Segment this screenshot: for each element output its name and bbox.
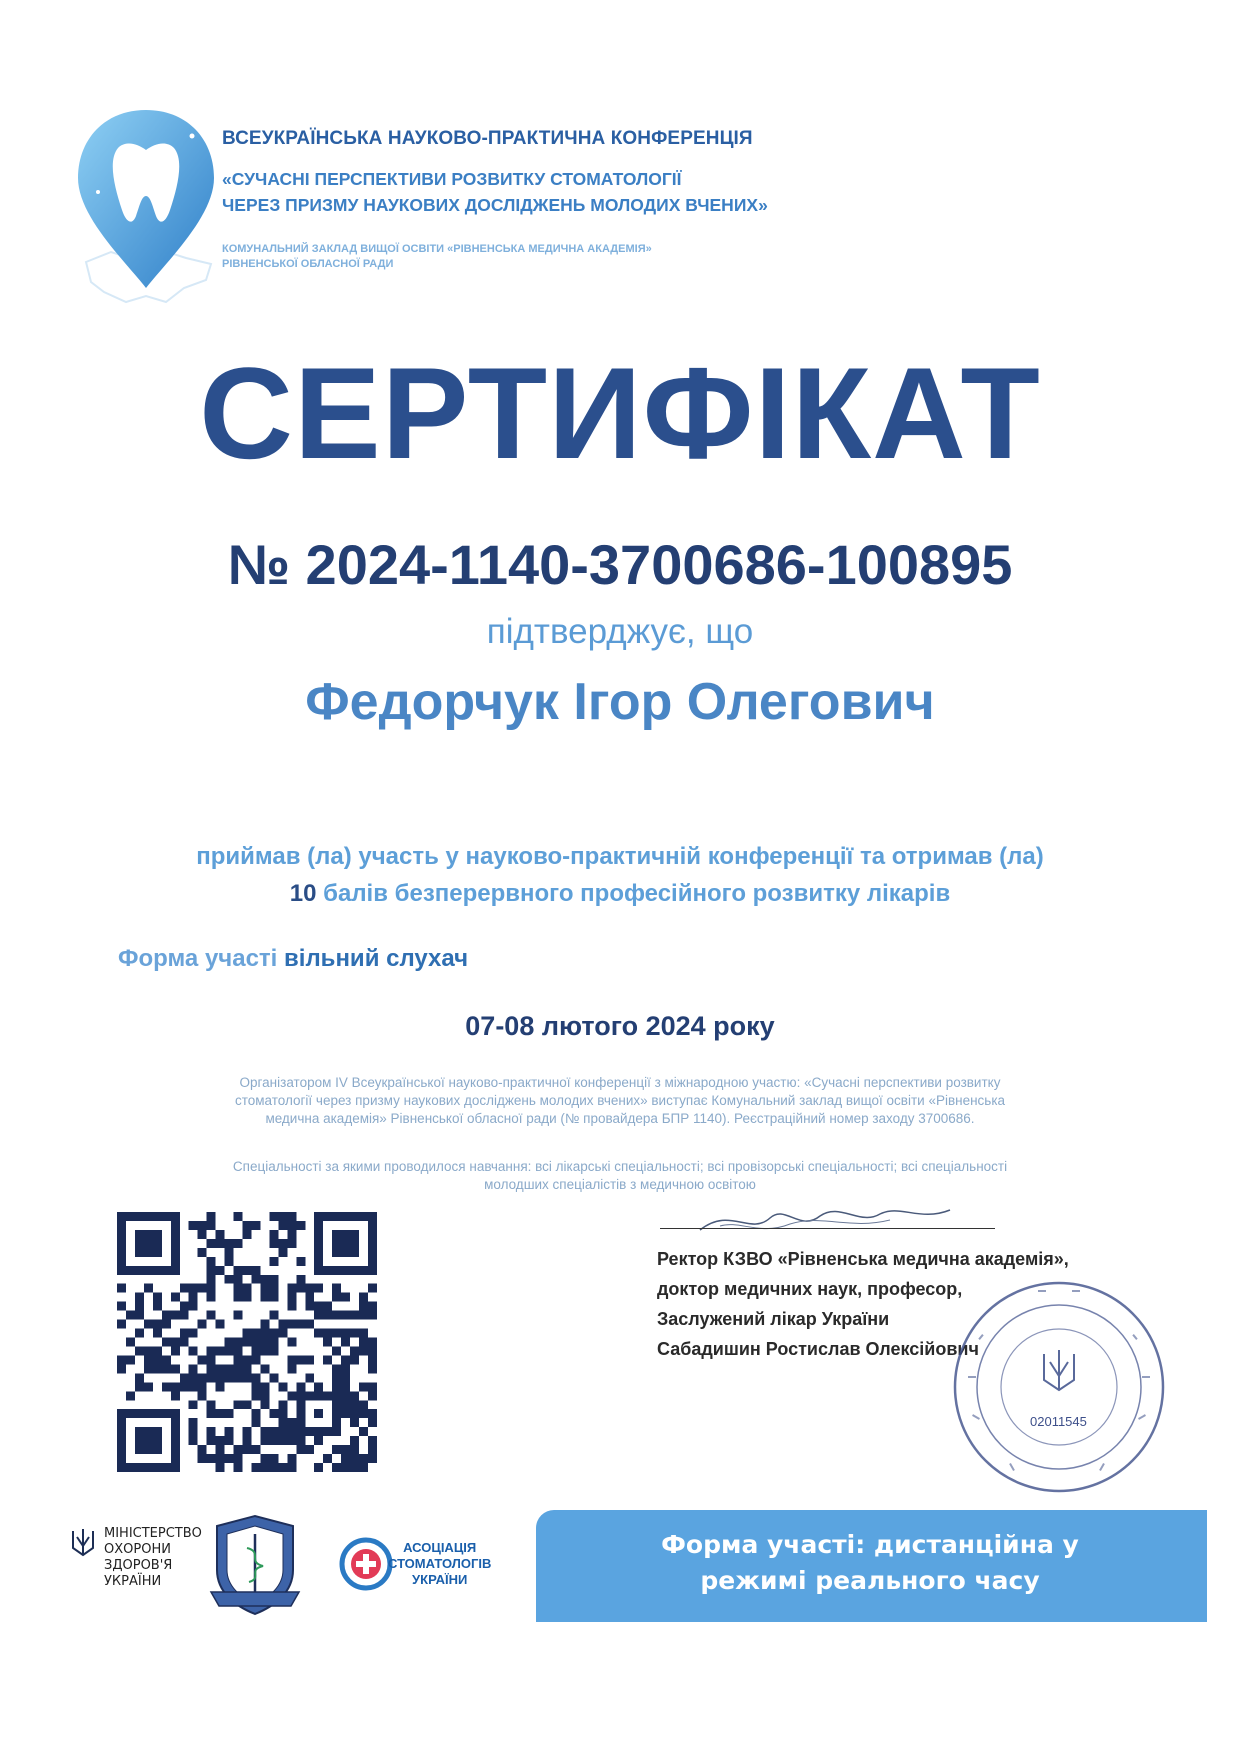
stamp-code: 02011545 (1030, 1414, 1087, 1429)
conference-title-line1: «СУЧАСНІ ПЕРСПЕКТИВИ РОЗВИТКУ СТОМАТОЛОГІЇ (222, 169, 682, 189)
assoc-line3: УКРАЇНИ (412, 1572, 468, 1587)
association-text (388, 1540, 491, 1588)
participation-form-label: Форма участі (118, 945, 278, 972)
organizer-header (222, 242, 652, 272)
points-value: 10 (289, 880, 317, 907)
conference-title-line2: ЧЕРЕЗ ПРИЗМУ НАУКОВИХ ДОСЛІДЖЕНЬ МОЛОДИХ ВЧЕНИХ» (222, 195, 768, 215)
organizer-note-line1: Організатором IV Всеукраїнської науково-практичної конференції з міжнародною участю: «Сучасні перспективи розвитку (239, 1075, 1001, 1090)
official-stamp (948, 1276, 1170, 1498)
assoc-line1: АСОЦІАЦІЯ (403, 1540, 477, 1555)
specialties-note (150, 1158, 1090, 1194)
rector-line1: Ректор КЗВО «Рівненська медична академія», (657, 1249, 1069, 1269)
event-date: 07-08 лютого 2024 року (465, 1011, 775, 1041)
participation-form (118, 945, 468, 973)
points-text (0, 880, 1240, 908)
rector-line3: Заслужений лікар України (657, 1309, 890, 1329)
moz-logo-text (104, 1526, 202, 1590)
tooth-pin-logo (66, 92, 226, 332)
certificate-title: СЕРТИФІКАТ (199, 340, 1041, 486)
rector-line4: Сабадишин Ростислав Олексійович (657, 1339, 979, 1359)
organizer-header-line1: КОМУНАЛЬНИЙ ЗАКЛАД ВИЩОЇ ОСВІТИ «РІВНЕНСЬКА МЕДИЧНА АКАДЕМІЯ» (222, 243, 652, 255)
signature (690, 1196, 960, 1246)
banner-line2: режимі реального часу (700, 1566, 1040, 1595)
organizer-note-line2: стоматології через призму наукових досліджень молодих вчених» виступає Комунальний заклад вищої освіти «Рівненська (234, 1093, 1006, 1108)
specialties-note-line1: Спеціальності за якими проводилося навчання: всі лікарські спеціальності; всі провізорські спеціальності; всі спеціальності (232, 1159, 1008, 1174)
participation-text: приймав (ла) участь у науково-практичній конференції та отримав (ла) (196, 843, 1044, 870)
moz-line3: ЗДОРОВ'Я (104, 1558, 173, 1573)
confirms-text: підтверджує, що (486, 612, 754, 651)
academy-crest (205, 1508, 305, 1618)
qr-code[interactable] (117, 1212, 377, 1472)
participation-banner-text (560, 1527, 1180, 1599)
assoc-line2: СТОМАТОЛОГІВ (388, 1556, 492, 1571)
organizer-note-line3: медична академія» Рівненської обласної ради (№ провайдера БПР 1140). Реєстраційний номер заходу 3700686. (265, 1111, 975, 1126)
participation-form-value: вільний слухач (284, 945, 469, 972)
recipient-name: Федорчук Ігор Олегович (305, 673, 935, 731)
organizer-note (150, 1074, 1090, 1128)
moz-line2: ОХОРОНИ (104, 1542, 171, 1557)
signature-line (660, 1228, 995, 1229)
specialties-note-line2: молодших спеціалістів з медичною освітою (484, 1177, 756, 1192)
points-description: балів безперервного професійного розвитку лікарів (323, 880, 951, 907)
certificate-number: № 2024-1140-3700686-100895 (227, 533, 1013, 596)
moz-line4: УКРАЇНИ (104, 1574, 162, 1589)
moz-line1: МІНІСТЕРСТВО (104, 1526, 202, 1541)
conference-title (222, 166, 768, 218)
banner-line1: Форма участі: дистанційна у (661, 1530, 1079, 1559)
conference-type: ВСЕУКРАЇНСЬКА НАУКОВО-ПРАКТИЧНА КОНФЕРЕНЦІЯ (222, 128, 753, 149)
rector-line2: доктор медичних наук, професор, (657, 1279, 963, 1299)
trident-icon (70, 1528, 96, 1558)
organizer-header-line2: РІВНЕНСЬКОЇ ОБЛАСНОЇ РАДИ (222, 258, 394, 270)
